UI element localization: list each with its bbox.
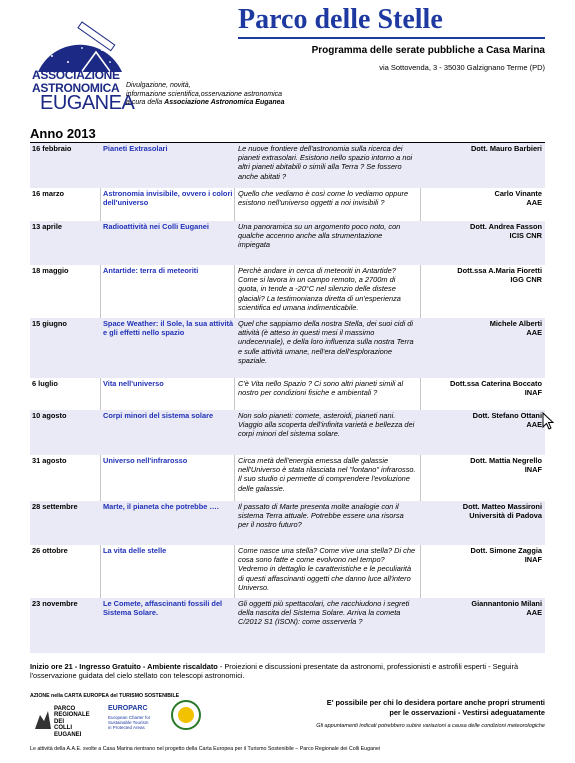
event-title: Radioattività nei Colli Euganei [103, 222, 209, 231]
event-date: 26 ottobre [32, 546, 68, 555]
event-date: 15 giugno [32, 319, 67, 328]
event-speaker: Dott. Matteo Massironi Università di Padova [462, 502, 542, 521]
europarc-sub: European Charter for Sustainable Tourism in Protected Areas [108, 715, 151, 730]
tagline [126, 82, 284, 108]
hills-icon [34, 703, 52, 731]
event-title: Antartide: terra di meteoriti [103, 266, 199, 275]
event-info [30, 662, 545, 680]
event-speaker: Dott. Andrea Fasson ICIS CNR [470, 222, 542, 241]
event-date: 6 luglio [32, 379, 58, 388]
association-logo [30, 12, 135, 114]
weather-note: Gli appuntamenti indicati potrebbero subire variazioni a causa delle condizioni meteorologiche [316, 723, 545, 729]
event-speaker: Dott. Mattia Negrello INAF [470, 456, 542, 475]
event-date: 13 aprile [32, 222, 62, 231]
tagline-line: a cura della Associazione Astronomica Euganea [126, 99, 285, 107]
info-bold: Inizio ore 21 - Ingresso Gratuito - Ambiente riscaldato [30, 662, 218, 671]
event-speaker: Dott.ssa A.Maria Fioretti IGG CNR [457, 266, 542, 285]
europarc-label: EUROPARC [108, 705, 148, 712]
event-title: Marte, il pianeta che potrebbe …. [103, 502, 219, 511]
event-row [30, 501, 545, 545]
event-speaker: Dott. Simone Zaggia INAF [470, 546, 542, 565]
event-date: 31 agosto [32, 456, 67, 465]
event-date: 18 maggio [32, 266, 69, 275]
event-description: Il passato di Marte presenta molte analogie con il sistema Terra attuale. Potrebbe essere una risorsa per il nostro futuro? [238, 502, 404, 530]
page-subtitle: Programma delle serate pubbliche a Casa Marina [311, 45, 545, 56]
event-title: La vita delle stelle [103, 546, 167, 555]
event-date: 10 agosto [32, 411, 67, 420]
event-speaker: Dott. Stefano Ottani AAE [472, 411, 542, 430]
event-date: 23 novembre [32, 599, 78, 608]
event-description: Una panoramica su un argomento poco noto, con qualche accenno anche alla strumentazione impiegata [238, 222, 401, 250]
event-description: Quello che vediamo è così come lo vediamo oppure esistono nell'universo oggetti a noi invisibili ? [238, 189, 409, 208]
event-description: Non solo pianeti: comete, asteroidi, pianeti nani. Viaggio alla scoperta dell'infinita varietà e bellezza dei corpi minori del sistema solare. [238, 411, 415, 439]
mouse-cursor-icon [542, 412, 554, 430]
event-date: 16 febbraio [32, 144, 72, 153]
event-description: Quel che sappiamo della nostra Stella, dei suoi cidi di attività (è atteso in questi mesi il massimo undecennale), e della loro influenza sulla nostra Terra e sulle attività umane, nell'era dell'esplorazione spaziale. [238, 319, 414, 365]
event-title: Vita nell'universo [103, 379, 164, 388]
parco-logo [34, 703, 96, 738]
address: via Sottovenda, 3 - 35030 Galzignano Terme (PD) [379, 63, 545, 72]
event-description: Le nuove frontiere dell'astronomia sulla ricerca dei pianeti extrasolari. Esistono nello spazio intorno a noi altri pianeti abitabili o simili alla Terra ? Se fossero anche abitati ? [238, 144, 413, 181]
info-text: - Proiezioni e discussioni presentate da astronomi, professionisti e astrofili esperti - Seguirà l'osservazione guidata del cielo stellato con telescopi astronomici. [30, 662, 519, 681]
partner-title: AZIONE nella CARTA EUROPEA del TURISMO SOSTENIBILE [30, 693, 180, 699]
event-title: Le Comete, affascinanti fossili del Sistema Solare. [103, 599, 223, 618]
event-description: Circa metà dell'energia emessa dalle galassie nell'Universo è stata rilasciata nel "lontano" infrarosso. Il suo studio ci permette di comprendere l'evoluzione delle galassie. [238, 456, 416, 493]
event-description: C'è Vita nello Spazio ? Ci sono altri pianeti simili al nostro per condizioni fisiche e ambientali ? [238, 379, 404, 398]
tagline-line: Divulgazione, novità, [126, 82, 191, 89]
event-speaker: Dott.ssa Caterina Boccato INAF [450, 379, 542, 398]
event-row [30, 545, 545, 598]
event-title: Pianeti Extrasolari [103, 144, 168, 153]
event-row [30, 265, 545, 318]
event-date: 28 settembre [32, 502, 78, 511]
notice [230, 698, 545, 717]
event-row [30, 143, 545, 188]
event-row [30, 455, 545, 501]
event-row [30, 188, 545, 221]
event-date: 16 marzo [32, 189, 65, 198]
telescope-star-icon [30, 12, 130, 76]
event-speaker: Michele Alberti AAE [489, 319, 542, 338]
event-row [30, 410, 545, 455]
event-title: Universo nell'infrarosso [103, 456, 188, 465]
event-description: Come nasce una stella? Come vive una stella? Di che cosa sono fatte e come evolvono nel tempo? Vedremo in dettaglio le caratteristiche e le peculiarità di questi affascinanti oggetti che danno luce all'intero Universo. [238, 546, 416, 592]
tagline-org: Associazione Astronomica Euganea [164, 99, 285, 107]
event-description: Gli oggetti più spettacolari, che racchiudono i segreti della nascita del Sistema Solare. Arriva la cometa C/2012 S1 (ISON): come osserverla ? [238, 599, 410, 627]
charter-badge-icon [170, 699, 202, 731]
event-title: Corpi minori del sistema solare [103, 411, 214, 420]
event-description: Perchè andare in cerca di meteoriti in Antartide? Come si lavora in un campo remoto, a 2700m di quota, in tende a -20°C nel silenzio delle distese glaciali? La testimonianza diretta di un'esperienza scientifica ed umana indimenticabile. [238, 266, 401, 312]
logo-line-association: ASSOCIAZIONE [32, 68, 120, 82]
event-speaker: Dott. Mauro Barbieri [470, 144, 542, 153]
title-underline [238, 37, 545, 39]
event-speaker: Giannantonio Milani AAE [471, 599, 542, 618]
tagline-line: informazione scientifica,osservazione astronomica [126, 90, 283, 98]
footer: Le attività della A.A.E. svolte a Casa Marina rientrano nel progetto della Carta Europea per il Turismo Sostenibile – Parco Regionale dei Colli Euganei [30, 746, 381, 752]
event-row [30, 221, 545, 265]
logo-line-euganea: EUGANEA [40, 92, 135, 114]
europarc-logo [106, 703, 166, 731]
event-speaker: Carlo Vinante AAE [494, 189, 542, 208]
logo-line-astronomica: ASTRONOMICA [32, 81, 120, 95]
event-row [30, 318, 545, 378]
notice-line: E' possibile per chi lo desidera portare anche propri strumenti [326, 698, 545, 707]
partner-logos [30, 693, 200, 738]
event-row [30, 598, 545, 653]
notice-line: per le osservazioni - Vestirsi adeguatamente [389, 707, 545, 717]
event-title: Space Weather: il Sole, la sua attività e gli effetti nello spazio [103, 319, 234, 338]
event-row [30, 378, 545, 410]
page-title: Parco delle Stelle [238, 4, 443, 35]
year-heading: Anno 2013 [30, 126, 96, 141]
parco-label: PARCO REGIONALE DEI COLLI EUGANEI [54, 706, 90, 738]
event-title: Astronomia invisibile, ovvero i colori dell'universo [103, 189, 233, 208]
